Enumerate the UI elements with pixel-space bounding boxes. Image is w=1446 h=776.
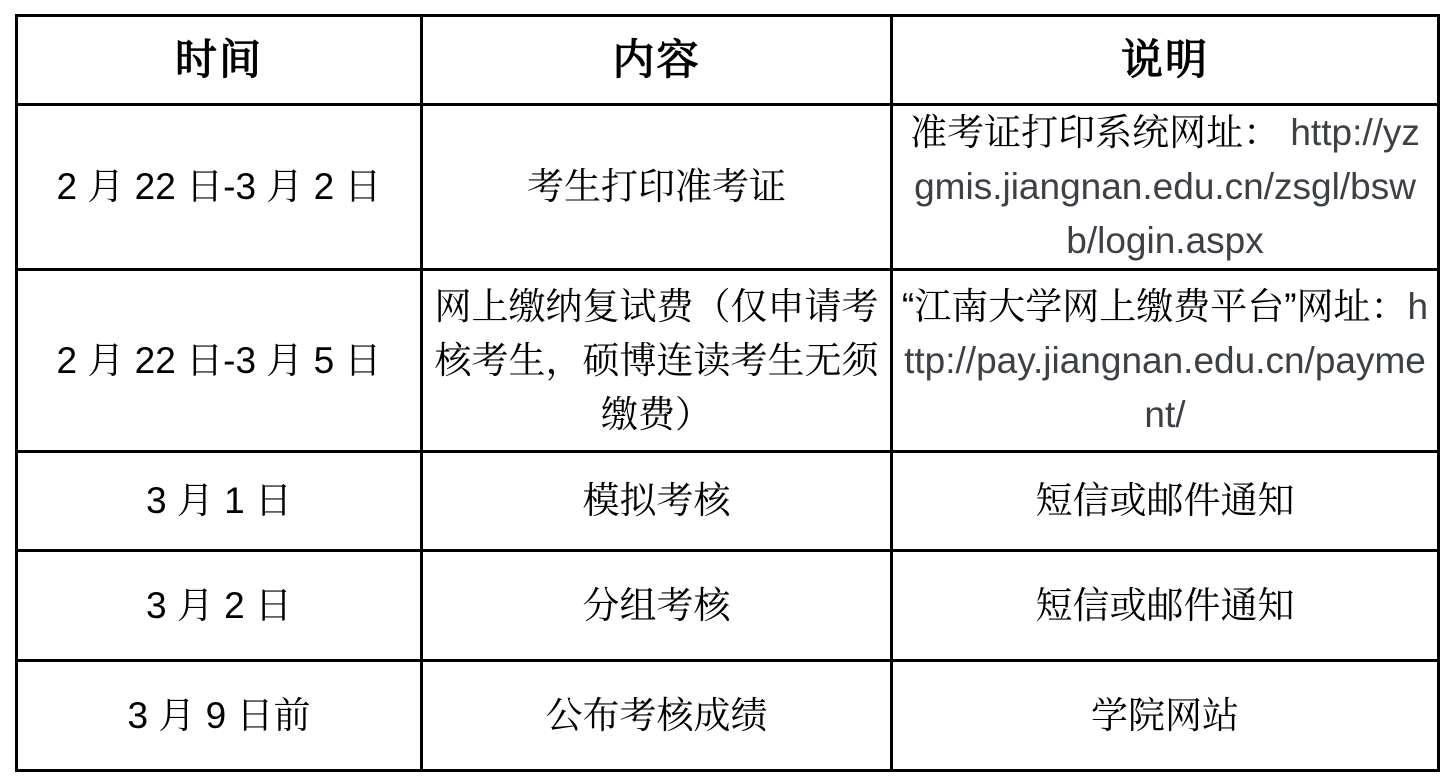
cell-time: 2 月 22 日-3 月 2 日 bbox=[17, 105, 422, 270]
cell-note bbox=[892, 270, 1439, 452]
cell-time: 3 月 9 日前 bbox=[17, 661, 422, 771]
cell-content: 网上缴纳复试费（仅申请考核考生，硕博连读考生无须缴费） bbox=[422, 270, 892, 452]
cell-content: 模拟考核 bbox=[422, 452, 892, 551]
note-url-text: http://yzgmis.jiangnan.edu.cn/zsgl/bswb/login.aspx bbox=[914, 112, 1420, 262]
schedule-table-container bbox=[15, 14, 1440, 772]
cell-note bbox=[892, 105, 1439, 270]
table-row bbox=[17, 452, 1439, 551]
table-header-row bbox=[17, 16, 1439, 105]
column-header-note: 说明 bbox=[892, 16, 1439, 105]
cell-note bbox=[892, 551, 1439, 661]
cell-content: 考生打印准考证 bbox=[422, 105, 892, 270]
cell-time: 2 月 22 日-3 月 5 日 bbox=[17, 270, 422, 452]
cell-time: 3 月 2 日 bbox=[17, 551, 422, 661]
cell-content: 公布考核成绩 bbox=[422, 661, 892, 771]
column-header-time: 时间 bbox=[17, 16, 422, 105]
note-text: 准考证打印系统网址： bbox=[910, 112, 1291, 153]
column-header-content: 内容 bbox=[422, 16, 892, 105]
note-url-text: http://pay.jiangnan.edu.cn/payment/ bbox=[904, 285, 1429, 435]
table-row bbox=[17, 105, 1439, 270]
note-text: “江南大学网上缴费平台”网址： bbox=[901, 285, 1408, 327]
note-text: 短信或邮件通知 bbox=[1035, 584, 1295, 626]
note-text: 学院网站 bbox=[1091, 694, 1239, 736]
schedule-table bbox=[15, 14, 1440, 772]
table-row bbox=[17, 270, 1439, 452]
cell-content: 分组考核 bbox=[422, 551, 892, 661]
cell-time: 3 月 1 日 bbox=[17, 452, 422, 551]
cell-note bbox=[892, 661, 1439, 771]
note-text: 短信或邮件通知 bbox=[1035, 480, 1295, 522]
cell-note bbox=[892, 452, 1439, 551]
table-row bbox=[17, 661, 1439, 771]
table-row bbox=[17, 551, 1439, 661]
